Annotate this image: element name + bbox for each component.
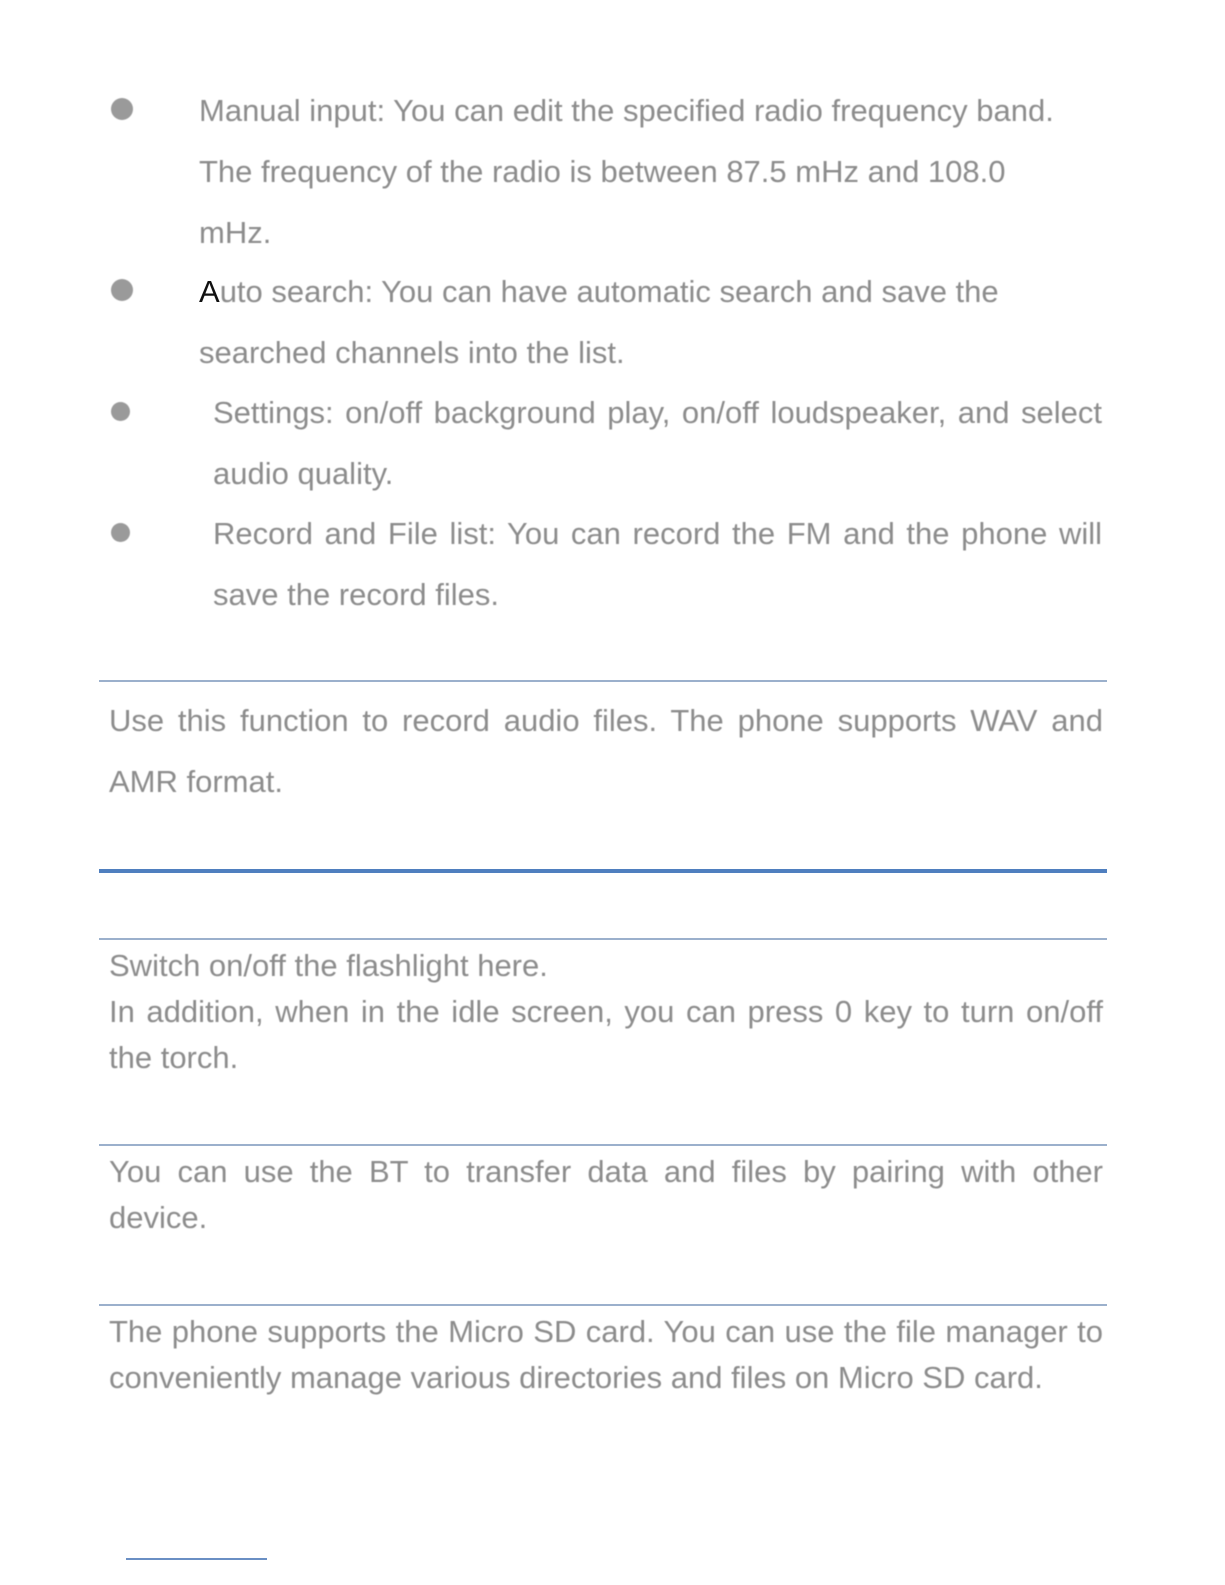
bullet-text	[199, 261, 1099, 383]
bullet-text	[199, 80, 1129, 263]
section-divider	[99, 938, 1107, 940]
bullet-text: Settings: on/off background play, on/off loudspeaker, and select audio quality.	[213, 395, 1102, 491]
flashlight-line: Switch on/off the flashlight here.	[109, 948, 548, 983]
recorder-description: Use this function to record audio files. The phone supports WAV and AMR format.	[109, 703, 1103, 799]
bullet-dot-icon	[111, 402, 130, 421]
file-manager-description: The phone supports the Micro SD card. You can use the file manager to conveniently manage various directories and files on Micro SD card.	[109, 1314, 1103, 1395]
bullet-dot-icon	[111, 279, 133, 301]
bluetooth-description: You can use the BT to transfer data and files by pairing with other device.	[109, 1154, 1103, 1235]
bullet-text: Record and File list: You can record the FM and the phone will save the record files.	[213, 516, 1102, 612]
bullet-line: mHz.	[199, 215, 272, 250]
bullet-line: The frequency of the radio is between 87.5 mHz and 108.0	[199, 154, 1006, 189]
bullet-dot-icon	[111, 523, 130, 542]
flashlight-line: In addition, when in the idle screen, you can press 0 key to turn on/off the torch.	[109, 994, 1103, 1075]
bullet-line-rest: uto search: You can have automatic search and save the	[219, 274, 999, 309]
section-divider	[99, 1144, 1107, 1146]
bullet-line: searched channels into the list.	[199, 335, 625, 370]
initial-letter: A	[199, 274, 220, 309]
footer-underline	[126, 1558, 267, 1560]
bullet-line	[199, 261, 1099, 322]
flashlight-description	[109, 943, 1103, 1081]
bullet-dot-icon	[111, 98, 133, 120]
section-divider	[99, 680, 1107, 682]
bullet-line: Manual input: You can edit the specified radio frequency band.	[199, 93, 1054, 128]
section-divider	[99, 1304, 1107, 1306]
section-divider-thick	[99, 869, 1107, 873]
